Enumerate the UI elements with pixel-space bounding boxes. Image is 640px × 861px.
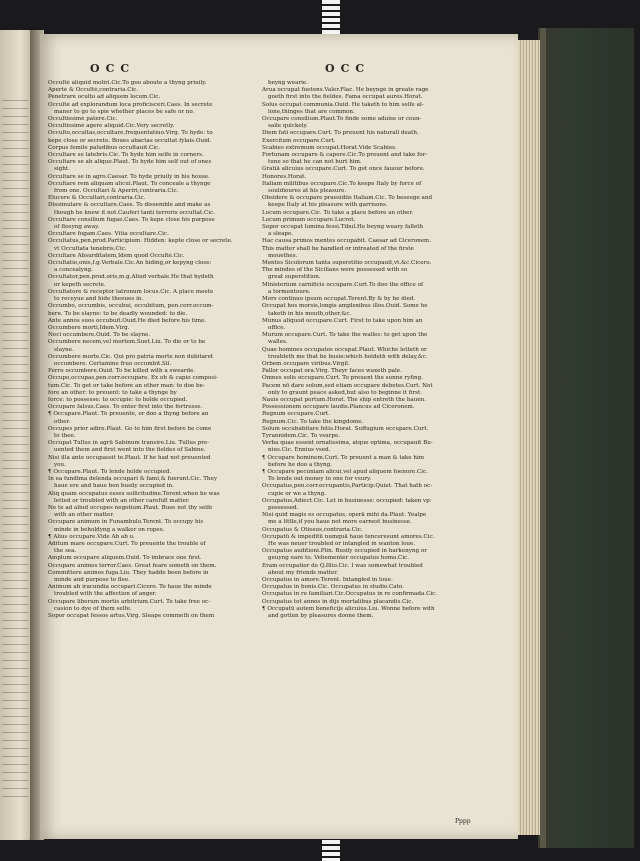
entry-line: Mentes Siculorum tanta superstitio occupauit,vt.&c.Cicero. bbox=[262, 260, 432, 267]
entry-line: Penetrare oculto ad aliquem locum.Cic. bbox=[48, 94, 161, 101]
left-page-text bbox=[2, 100, 28, 800]
entry-line: Neci occumbere.Ouid. To be slayne. bbox=[48, 332, 151, 339]
entry-line: a concealyng. bbox=[54, 267, 93, 274]
entry-line: fore an other: to preuent: to take a thynge by bbox=[48, 389, 177, 396]
entry-line: occumbere. Certamine fruo occumbit.Sil. bbox=[54, 360, 172, 367]
entry-line: sight. bbox=[54, 166, 70, 173]
entry-line: Mors continuo ipsum occupat.Terent.By & by he died. bbox=[262, 296, 416, 303]
entry-line: bere. To be slayne: to be deadly wounded: to die. bbox=[48, 310, 188, 317]
entry-line: Occultatio,onis,f.g.Verbale.Cic.An hiding,or kepyng close: bbox=[48, 260, 212, 267]
left-column bbox=[48, 80, 256, 620]
entry-line: of fleeyng away. bbox=[54, 224, 100, 231]
entry-line: Ministerium carnificis occupare.Curt.To doo the office of bbox=[262, 281, 424, 288]
entry-line: Occultissimè patere.Cic. bbox=[48, 116, 118, 123]
entry-line: tum.Cic. To get or take before an other man: to doe be- bbox=[48, 382, 205, 389]
entry-line: Locum primum occupare.Lucret. bbox=[262, 216, 356, 223]
entry-line: Quae homines occupatos occupat.Plaut. Whiche letteth or bbox=[262, 346, 427, 353]
entry-line: or kepeth secrete. bbox=[54, 281, 106, 288]
entry-line: Occumbere morte.Cic. Qui pro patria morte non dubitaret bbox=[48, 353, 214, 360]
entry-line: ¶ Occupare.Plaut. To lende holde occupied. bbox=[48, 468, 172, 475]
entry-line: Diem fati occupare.Curt. To preuent his naturall death. bbox=[262, 130, 419, 137]
entry-line: about my friends matter. bbox=[268, 569, 339, 576]
entry-line: Occultare consilium fugae.Caes. To kepe close his purpose bbox=[48, 216, 215, 223]
entry-line: Obsidere & occupare praesidiis Italiam.Cic. To beseege and bbox=[262, 195, 433, 202]
entry-line: goeth first into the fieldes. Fama occupat aures.Horat. bbox=[268, 94, 423, 101]
entry-line: before he doo a thyng. bbox=[268, 461, 332, 468]
entry-line: Occultè ad explorandum loca proficisceri.Caes. In secrete bbox=[48, 101, 213, 108]
entry-line: Nisi quid magis es occupatus, operā mihi da.Plaut. Yealpe bbox=[262, 512, 427, 519]
entry-line: Animum ab iracundia occupari.Cicero. To haue the minde bbox=[48, 584, 212, 591]
entry-line: Occultatus,pen.prod.Participium. Hidden: kepte close or secrete. bbox=[48, 238, 233, 245]
entry-line: Orbem occupare viribus.Virgil. bbox=[262, 360, 350, 367]
entry-line: Verba quae essent ornatissima, atque optima, occupauit Bu- bbox=[262, 440, 433, 447]
signature-mark: Pppp bbox=[455, 818, 471, 825]
entry-line: keepe Italy at his pleasure with garrisons. bbox=[268, 202, 388, 209]
entry-line: taketh in his mouth,other,&c. bbox=[268, 310, 352, 317]
entry-line: Aditum mare occupare.Curt. To preuente the trouble of bbox=[48, 541, 206, 547]
entry-line: Dissimulare & occultare.Caes. To dissemble and make as bbox=[48, 202, 211, 209]
entry-line: beyng wearie. bbox=[268, 80, 308, 86]
entry-line: Corpus femile paludibus occultauit.Cic. bbox=[48, 144, 161, 151]
right-column bbox=[262, 80, 508, 620]
entry-line: Munus aliquod occupare.Curt. First to take upon him an bbox=[262, 317, 423, 324]
entry-line: Elucere & Occultari,contraria.Cic. bbox=[48, 195, 146, 202]
entry-line: a tormentoure. bbox=[268, 288, 311, 295]
entry-line: possessed. bbox=[268, 504, 299, 511]
book-cover bbox=[538, 28, 634, 848]
entry-line: Occupat hos morsis,longis amplexibus illos.Ouid. Some he bbox=[262, 303, 428, 310]
entry-line: Occumbere morti,Idem.Virg. bbox=[48, 324, 130, 331]
entry-line: letted or troubled with an other carefull matter. bbox=[54, 497, 190, 504]
entry-line: you. bbox=[54, 461, 66, 468]
entry-line: Eram occupatior de Q.Illio.Cic. I was somewhat troubled bbox=[262, 562, 423, 569]
entry-line: ¶ Occupare pecuniam alicui,vel apud aliquem foenore.Cic. bbox=[262, 468, 428, 475]
entry-line: Italiam militibus occupare.Cic.To keepe Italy by force of bbox=[262, 180, 422, 187]
entry-line: Ante annos suos occubuit.Ouid.He died before his time. bbox=[48, 317, 207, 324]
entry-line: Occupare liberum mortis arbitrium.Curt. To take free oc- bbox=[48, 598, 211, 605]
entry-line: geuyng eare to. Vehementer occupatus homo.Cic. bbox=[268, 555, 410, 562]
entry-line: ¶ Alius occupare.Vide Ab ab o. bbox=[48, 533, 135, 540]
scale-ruler-top bbox=[322, 0, 340, 34]
scale-ruler-bottom bbox=[322, 840, 340, 861]
entry-line: me a little,if you haue not more earnest businesse. bbox=[268, 519, 412, 526]
entry-line: the sea. bbox=[54, 548, 77, 555]
entry-line: souldioures at his pleasure. bbox=[268, 188, 347, 195]
entry-line: Occupatus & Otiosus,contraria.Cic. bbox=[262, 526, 363, 533]
entry-line: The mindes of the Sicilians were possessed with so bbox=[262, 267, 408, 274]
entry-line: Locum occupare.Cic. To take a place before an other. bbox=[262, 209, 414, 216]
entry-line: Occupes prior adire.Plaut. Go to him first before he come bbox=[48, 425, 212, 432]
entry-line: great superstition. bbox=[268, 274, 321, 281]
entry-line: Omnes solis occupare.Curt. To preuent the sunne ryfing. bbox=[262, 375, 423, 382]
entry-line: minde and purpose to flee. bbox=[54, 577, 130, 584]
entry-line: maner to go to spie whether places be safe or no. bbox=[54, 108, 195, 115]
entry-line: Fortunam occupare & capere.Cic.To preuent and take for- bbox=[262, 152, 428, 159]
entry-line: Nisi illa ante occupassit te.Plaut. If he had not preuented bbox=[48, 454, 211, 461]
entry-line: Occultissimè agere aliquid.Cic.Very secretly. bbox=[48, 123, 175, 130]
entry-line: haue ere and haue ben busily occupied in. bbox=[54, 483, 174, 490]
entry-line: Occupatus auditioni.Plin. Busily occupied in harkenyng or bbox=[262, 548, 427, 555]
entry-line: to receyue and hide theeues in. bbox=[54, 296, 144, 303]
entry-line: force: to possesse: to occupie: to holde occupied. bbox=[48, 396, 188, 403]
entry-line: Occultare fugam.Caes. Vitia occultare.Cic. bbox=[48, 231, 169, 238]
entry-line: Occupatū & impeditū numquā haue tenceresunt amores.Cic. bbox=[262, 533, 435, 540]
entry-line: Occupatus in re familiari.Cic.Occupatus in re confirmada.Cic. bbox=[262, 591, 438, 598]
entry-line: Hac causa primos mentes occupabit. Caesar ad Ciceronem. bbox=[262, 238, 432, 245]
entry-line: to thee. bbox=[54, 432, 76, 439]
entry-line: slayne. bbox=[54, 346, 74, 353]
entry-line: Occupatus,pen.corr.occupantis,Particip.Quiet. That hath oc- bbox=[262, 483, 433, 490]
left-page-edge bbox=[0, 30, 34, 840]
entry-line: uented them and first went into the fieldes of Sabine. bbox=[54, 447, 206, 454]
entry-line: from one. Occultari & Aperiri,contraria.Cic. bbox=[54, 188, 179, 195]
entry-line: Regnum.Cic. To take the kingdome. bbox=[262, 418, 364, 425]
entry-line: Occupo,occupas,pen.corr.occupare. Ex ob & capio composi- bbox=[48, 375, 218, 382]
entry-line: Murum occupare.Curt. To take the walles: to get upon the bbox=[262, 332, 428, 339]
running-head-right: OCC bbox=[325, 62, 371, 75]
entry-line: troubleth me that be busie:which holdeth with delay,&c. bbox=[268, 353, 428, 360]
entry-line: Occultare Absurditatem,Idem quod Occultè.Cic. bbox=[48, 252, 185, 259]
entry-line: Occultatore & receptor latronum locus.Cic. A place meete bbox=[48, 288, 214, 295]
entry-line: only to graunt peace asked,but also to beginne it first. bbox=[268, 389, 423, 396]
entry-line: other. bbox=[54, 418, 71, 425]
entry-line: minde in beholdyng a walker on ropes. bbox=[54, 526, 165, 533]
entry-line: ¶ Occupare hominem.Curt. To preuent a man & take him bbox=[262, 454, 425, 461]
entry-line: Occupare falsus.Caes. To enter first into the fortresse. bbox=[48, 404, 203, 411]
entry-line: Committere animos fuga.Liu. They hadde been before in bbox=[48, 569, 209, 576]
entry-line: walles. bbox=[268, 339, 288, 346]
entry-line: Occulto,occultas,occultare,frequentatiuo.Virg. To hyde: to bbox=[48, 130, 213, 137]
entry-line: ¶ Occupatū autem beneficijs alicuius.Liu. Wonne before with bbox=[262, 605, 435, 612]
entry-line: troubled with the affection of anger. bbox=[54, 591, 157, 598]
entry-line: Occupatus in bonis.Cic. Occupatus in studio.Cato. bbox=[262, 584, 404, 591]
entry-line: Apertè & Occultè,contraria.Cic. bbox=[48, 87, 139, 94]
entry-line: mouethes. bbox=[268, 252, 298, 259]
entry-line: Solum occubabitare fetis.Horat. Suffugium occupare.Curt. bbox=[262, 425, 429, 432]
entry-line: He was neuer troubled or intangled in wanton loue. bbox=[268, 541, 416, 547]
entry-line: Occupatus in amore.Terent. Intangled in loue. bbox=[262, 577, 393, 584]
entry-line: ¶ Occupare.Plaut. To preuente, or doo a thyng before an bbox=[48, 411, 209, 418]
entry-line: vt Occultata tenebris.Cic. bbox=[54, 245, 127, 252]
entry-line: Occultè aliquid moliri.Cic.To goo aboute a thyng priuily. bbox=[48, 80, 207, 86]
entry-line: Pallor occupat ora.Virg. Theyr faces waxeth pale. bbox=[262, 368, 402, 375]
entry-line: though he knew it not.Cauferi tanti terroris occultat.Cic. bbox=[54, 209, 215, 216]
running-head-left: OCC bbox=[90, 62, 136, 75]
entry-line: In ea fundima delenda occupari & fami,& fuerunt.Cic. They bbox=[48, 476, 217, 483]
entry-line: Ferro occumbere.Ouid. To be killed with a swearde. bbox=[48, 368, 196, 375]
entry-line: Aliq quam occupatus esses sollicitudine.Terent.when he was bbox=[48, 490, 220, 497]
entry-line: Honores.Horat. bbox=[262, 173, 307, 180]
entry-line: This matter shall be handled or intreated of the firste bbox=[262, 245, 414, 252]
entry-line: Scabies extremum occupat.Horat.Vide Scabies. bbox=[262, 144, 397, 151]
cover-edge bbox=[540, 28, 546, 848]
entry-line: nius.Cic. Ennius vsed. bbox=[268, 447, 331, 454]
entry-line: Occupare animum in Funambulo.Terent. To occupy his bbox=[48, 519, 204, 526]
entry-line: casion to dye of them selfe. bbox=[54, 605, 132, 612]
page-edges bbox=[516, 40, 540, 835]
entry-line: Pacem nō dare solum,sed etiam occupare debetes.Curt. Not bbox=[262, 382, 433, 389]
entry-line: lone,thinges that are common. bbox=[268, 108, 355, 115]
entry-line: Occupare consilium.Plaut.To finde some aduise or coun- bbox=[262, 116, 422, 123]
entry-line: Occupare animos terror.Caes. Great feare someth on them. bbox=[48, 562, 217, 569]
entry-line: Occultare se in agro.Caesar. To hyde priuily in his house. bbox=[48, 173, 210, 180]
entry-line: a sleape. bbox=[268, 231, 294, 238]
entry-line: Solus occupat communia.Ouid. He taketh to him selfe al- bbox=[262, 101, 424, 108]
entry-line: with an other matter. bbox=[54, 512, 115, 519]
entry-line: office. bbox=[268, 324, 286, 331]
entry-line: saile quickely. bbox=[268, 123, 308, 130]
entry-line: kepe close or secrete. Boues abactas occultat fylais.Ouid. bbox=[48, 137, 212, 144]
entry-line: Occultare se latebris.Cic. To hyde him selfe in corners. bbox=[48, 152, 204, 159]
entry-line: Occultare se ab aliquo.Plaut. To hyde him self out of ones bbox=[48, 159, 212, 166]
entry-line: Ne te ad aliud occupes negotium.Plaut. Buse not thy selfe bbox=[48, 504, 213, 511]
entry-line: Regnum occupare.Curt. bbox=[262, 411, 330, 418]
entry-line: Occumbere necem,vel mortem.Suet.Liu. To die or to be bbox=[48, 339, 206, 346]
entry-line: Amplum occupare aliquem.Ouid. To imbrace one first. bbox=[48, 555, 202, 562]
entry-line: Sopor occupat fessos artus.Virg. Sleape commeth on them bbox=[48, 613, 215, 620]
entry-line: Nauis occupat portum.Horat. The ship entreth the hauen. bbox=[262, 396, 427, 403]
entry-line: Occultare rem aliquam alicui.Plaut. To conceale a thynge bbox=[48, 180, 211, 187]
entry-line: To lende out money to one for vsury. bbox=[268, 476, 372, 483]
entry-line: Sopor occupat lumina fessi.Tibul.He beyng weary falleth bbox=[262, 224, 424, 231]
entry-line: Gratiā alicuius occupare.Curt. To get once fauour before. bbox=[262, 166, 425, 173]
entry-line: cupie or we a thyng. bbox=[268, 490, 326, 497]
entry-line: Occupatus tot annos in dijs mortalibus placandis.Cic. bbox=[262, 598, 414, 605]
entry-line: tune so that he can not hurt him. bbox=[268, 159, 362, 166]
entry-line: Tyrannidem.Cic. To vsurpe. bbox=[262, 432, 341, 439]
entry-line: Occupat Tullus in agrū Sabinum transire.Liu. Tullus pre- bbox=[48, 440, 210, 447]
entry-line: Possessionem occupare laudis.Plancus ad Ciceronem. bbox=[262, 404, 415, 411]
entry-line: Occultator,pen.prod.oris,m.g.Aliud verbale.He that hydeth bbox=[48, 274, 214, 281]
entry-line: Occumbo, occumbis, occubui, occubitum, pen.corr.occum- bbox=[48, 303, 214, 310]
entry-line: and gotten by pleasures doone them. bbox=[268, 613, 374, 620]
entry-line: Arua occupat fuetens.Valer.Flac. He beyngé in greate rage bbox=[262, 87, 429, 94]
entry-line: Occupatus,Adiect.Cic. Let in businesse: occupied: taken vp: bbox=[262, 497, 432, 504]
entry-line: Exercitum occupare.Curt. bbox=[262, 137, 336, 144]
